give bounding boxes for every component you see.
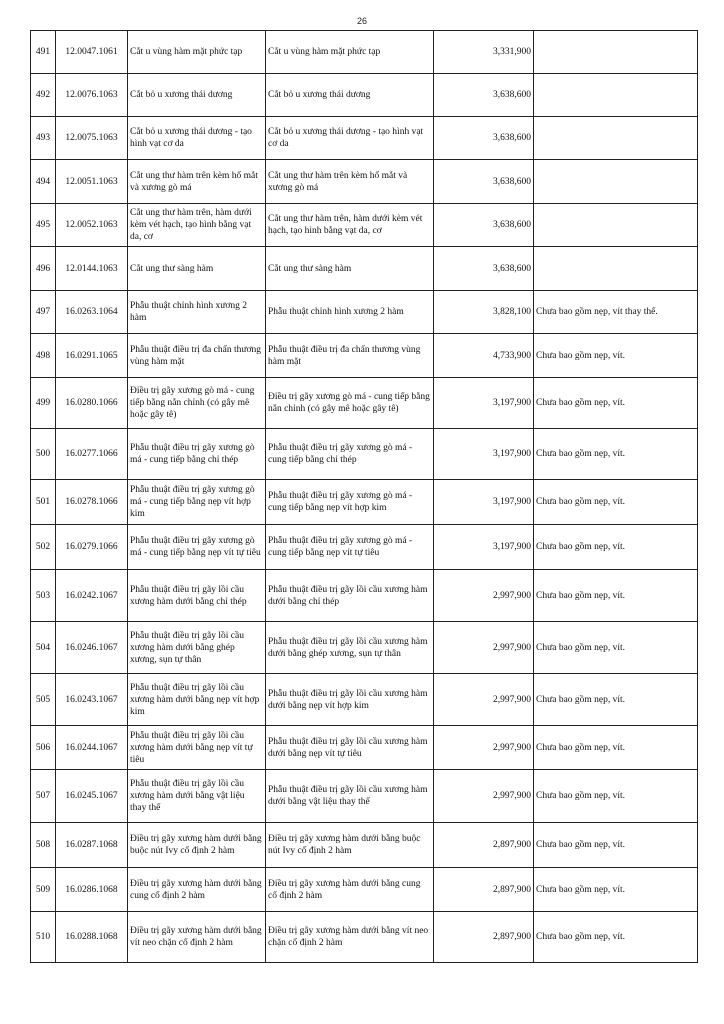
service-name: Điều trị gãy xương hàm dưới bằng cung cố định 2 hàm bbox=[128, 868, 266, 912]
service-name-equivalent: Phẫu thuật điều trị gãy xương gò má - cung tiếp bằng chỉ thép bbox=[266, 429, 434, 480]
service-name-equivalent: Phẫu thuật điều trị gãy lồi cầu xương hàm dưới bằng chỉ thép bbox=[266, 570, 434, 622]
service-price: 2,997,900 bbox=[434, 622, 534, 674]
service-name-equivalent: Điều trị gãy xương hàm dưới bằng vít neo chặn cố định 2 hàm bbox=[266, 912, 434, 963]
service-price: 2,897,900 bbox=[434, 823, 534, 868]
service-name: Phẫu thuật điều trị đa chấn thương vùng hàm mặt bbox=[128, 334, 266, 378]
table-row bbox=[31, 204, 698, 247]
row-number: 500 bbox=[31, 429, 56, 480]
table-row bbox=[31, 291, 698, 334]
service-note: Chưa bao gồm nẹp, vít. bbox=[534, 726, 698, 770]
service-note: Chưa bao gồm nẹp, vít. bbox=[534, 868, 698, 912]
service-name: Cắt ung thư hàm trên kèm hố mắt và xương gò má bbox=[128, 160, 266, 204]
table-row bbox=[31, 247, 698, 291]
service-name: Phẫu thuật điều trị gãy xương gò má - cung tiếp bằng nẹp vít hợp kim bbox=[128, 480, 266, 525]
service-name: Phẫu thuật điều trị gãy lồi cầu xương hàm dưới bằng chỉ thép bbox=[128, 570, 266, 622]
service-code: 16.0286.1068 bbox=[56, 868, 128, 912]
service-note bbox=[534, 247, 698, 291]
service-price: 3,638,600 bbox=[434, 204, 534, 247]
service-name: Phẫu thuật điều trị gãy lồi cầu xương hàm dưới bằng nẹp vít hợp kim bbox=[128, 674, 266, 726]
row-number: 493 bbox=[31, 117, 56, 160]
service-note bbox=[534, 204, 698, 247]
service-name-equivalent: Phẫu thuật chỉnh hình xương 2 hàm bbox=[266, 291, 434, 334]
service-name: Cắt ung thư sàng hàm bbox=[128, 247, 266, 291]
service-name: Cắt bỏ u xương thái dương bbox=[128, 74, 266, 117]
row-number: 510 bbox=[31, 912, 56, 963]
service-code: 12.0075.1063 bbox=[56, 117, 128, 160]
service-name-equivalent: Cắt u vùng hàm mặt phức tạp bbox=[266, 31, 434, 74]
service-name-equivalent: Phẫu thuật điều trị gãy lồi cầu xương hàm dưới bằng nẹp vít hợp kim bbox=[266, 674, 434, 726]
service-code: 16.0263.1064 bbox=[56, 291, 128, 334]
row-number: 492 bbox=[31, 74, 56, 117]
service-price: 3,331,900 bbox=[434, 31, 534, 74]
row-number: 509 bbox=[31, 868, 56, 912]
service-note bbox=[534, 74, 698, 117]
service-name: Phẫu thuật điều trị gãy lồi cầu xương hàm dưới bằng ghép xương, sụn tự thân bbox=[128, 622, 266, 674]
service-name: Phẫu thuật chỉnh hình xương 2 hàm bbox=[128, 291, 266, 334]
service-code: 16.0277.1066 bbox=[56, 429, 128, 480]
service-price: 2,997,900 bbox=[434, 770, 534, 823]
table-row bbox=[31, 429, 698, 480]
service-name-equivalent: Cắt ung thư hàm trên, hàm dưới kèm vét hạch, tạo hình bằng vạt da, cơ bbox=[266, 204, 434, 247]
service-price: 3,197,900 bbox=[434, 480, 534, 525]
row-number: 506 bbox=[31, 726, 56, 770]
service-name-equivalent: Phẫu thuật điều trị gãy lồi cầu xương hàm dưới bằng ghép xương, sụn tự thân bbox=[266, 622, 434, 674]
row-number: 498 bbox=[31, 334, 56, 378]
service-price: 2,897,900 bbox=[434, 868, 534, 912]
service-note: Chưa bao gồm nẹp, vít. bbox=[534, 912, 698, 963]
service-name-equivalent: Phẫu thuật điều trị gãy lồi cầu xương hàm dưới bằng vật liệu thay thế bbox=[266, 770, 434, 823]
row-number: 491 bbox=[31, 31, 56, 74]
service-note: Chưa bao gồm nẹp, vít. bbox=[534, 429, 698, 480]
service-code: 16.0246.1067 bbox=[56, 622, 128, 674]
service-price: 3,197,900 bbox=[434, 378, 534, 429]
table-row bbox=[31, 868, 698, 912]
page-number: 26 bbox=[356, 16, 367, 26]
table-row bbox=[31, 726, 698, 770]
service-price: 2,897,900 bbox=[434, 912, 534, 963]
service-name-equivalent: Điều trị gãy xương gò má - cung tiếp bằng nắn chỉnh (có gây mê hoặc gây tê) bbox=[266, 378, 434, 429]
service-name-equivalent: Phẫu thuật điều trị gãy xương gò má - cung tiếp bằng nẹp vít hợp kim bbox=[266, 480, 434, 525]
service-name-equivalent: Phẫu thuật điều trị gãy xương gò má - cung tiếp bằng nẹp vít tự tiêu bbox=[266, 525, 434, 570]
table-row bbox=[31, 770, 698, 823]
service-name-equivalent: Cắt bỏ u xương thái dương bbox=[266, 74, 434, 117]
service-price: 3,197,900 bbox=[434, 525, 534, 570]
service-price: 3,638,600 bbox=[434, 74, 534, 117]
table-body bbox=[31, 31, 698, 963]
service-note: Chưa bao gồm nẹp, vít. bbox=[534, 378, 698, 429]
service-code: 16.0278.1066 bbox=[56, 480, 128, 525]
table-row bbox=[31, 570, 698, 622]
table-row bbox=[31, 334, 698, 378]
service-note: Chưa bao gồm nẹp, vít. bbox=[534, 674, 698, 726]
service-code: 16.0242.1067 bbox=[56, 570, 128, 622]
service-name: Cắt u vùng hàm mặt phức tạp bbox=[128, 31, 266, 74]
service-code: 16.0287.1068 bbox=[56, 823, 128, 868]
table-row bbox=[31, 622, 698, 674]
service-note: Chưa bao gồm nẹp, vít. bbox=[534, 823, 698, 868]
row-number: 497 bbox=[31, 291, 56, 334]
service-name-equivalent: Cắt ung thư hàm trên kèm hố mắt và xương gò má bbox=[266, 160, 434, 204]
service-name: Điều trị gãy xương hàm dưới bằng buộc nút Ivy cố định 2 hàm bbox=[128, 823, 266, 868]
table-row bbox=[31, 480, 698, 525]
service-note: Chưa bao gồm nẹp, vít. bbox=[534, 570, 698, 622]
service-name: Phẫu thuật điều trị gãy lồi cầu xương hàm dưới bằng vật liệu thay thế bbox=[128, 770, 266, 823]
service-name: Phẫu thuật điều trị gãy lồi cầu xương hàm dưới bằng nẹp vít tự tiêu bbox=[128, 726, 266, 770]
table-row bbox=[31, 160, 698, 204]
service-name-equivalent: Cắt bỏ u xương thái dương - tạo hình vạt cơ da bbox=[266, 117, 434, 160]
table-row bbox=[31, 823, 698, 868]
service-note bbox=[534, 160, 698, 204]
service-note: Chưa bao gồm nẹp, vít. bbox=[534, 334, 698, 378]
table-row bbox=[31, 117, 698, 160]
service-price: 4,733,900 bbox=[434, 334, 534, 378]
table-row bbox=[31, 674, 698, 726]
service-note: Chưa bao gồm nẹp, vít. bbox=[534, 622, 698, 674]
table-row bbox=[31, 378, 698, 429]
price-table bbox=[30, 30, 698, 963]
service-name: Cắt ung thư hàm trên, hàm dưới kèm vét hạch, tạo hình bằng vạt da, cơ bbox=[128, 204, 266, 247]
service-code: 12.0052.1063 bbox=[56, 204, 128, 247]
service-note: Chưa bao gồm nẹp, vít. bbox=[534, 770, 698, 823]
service-note: Chưa bao gồm nẹp, vít. bbox=[534, 480, 698, 525]
row-number: 494 bbox=[31, 160, 56, 204]
row-number: 502 bbox=[31, 525, 56, 570]
service-code: 12.0144.1063 bbox=[56, 247, 128, 291]
service-price: 3,638,600 bbox=[434, 160, 534, 204]
service-name: Phẫu thuật điều trị gãy xương gò má - cung tiếp bằng chỉ thép bbox=[128, 429, 266, 480]
service-price: 3,828,100 bbox=[434, 291, 534, 334]
service-code: 16.0243.1067 bbox=[56, 674, 128, 726]
service-code: 16.0279.1066 bbox=[56, 525, 128, 570]
service-code: 16.0245.1067 bbox=[56, 770, 128, 823]
row-number: 496 bbox=[31, 247, 56, 291]
row-number: 499 bbox=[31, 378, 56, 429]
service-name-equivalent: Điều trị gãy xương hàm dưới bằng cung cố định 2 hàm bbox=[266, 868, 434, 912]
service-price: 3,638,600 bbox=[434, 247, 534, 291]
service-name: Điều trị gãy xương gò má - cung tiếp bằng nắn chỉnh (có gây mê hoặc gây tê) bbox=[128, 378, 266, 429]
table-row bbox=[31, 525, 698, 570]
service-code: 12.0051.1063 bbox=[56, 160, 128, 204]
service-name: Điều trị gãy xương hàm dưới bằng vít neo chặn cố định 2 hàm bbox=[128, 912, 266, 963]
service-name-equivalent: Phẫu thuật điều trị đa chấn thương vùng hàm mặt bbox=[266, 334, 434, 378]
service-code: 12.0076.1063 bbox=[56, 74, 128, 117]
service-name-equivalent: Điều trị gãy xương hàm dưới bằng buộc nút Ivy cố định 2 hàm bbox=[266, 823, 434, 868]
service-note bbox=[534, 117, 698, 160]
service-code: 12.0047.1061 bbox=[56, 31, 128, 74]
service-code: 16.0291.1065 bbox=[56, 334, 128, 378]
service-price: 3,197,900 bbox=[434, 429, 534, 480]
service-price: 3,638,600 bbox=[434, 117, 534, 160]
row-number: 503 bbox=[31, 570, 56, 622]
service-code: 16.0244.1067 bbox=[56, 726, 128, 770]
service-price: 2,997,900 bbox=[434, 570, 534, 622]
service-price: 2,997,900 bbox=[434, 726, 534, 770]
table-row bbox=[31, 31, 698, 74]
row-number: 505 bbox=[31, 674, 56, 726]
service-name: Phẫu thuật điều trị gãy xương gò má - cung tiếp bằng nẹp vít tự tiêu bbox=[128, 525, 266, 570]
row-number: 501 bbox=[31, 480, 56, 525]
service-name-equivalent: Cắt ung thư sàng hàm bbox=[266, 247, 434, 291]
table-row bbox=[31, 74, 698, 117]
table-row bbox=[31, 912, 698, 963]
service-note: Chưa bao gồm nẹp, vít thay thế. bbox=[534, 291, 698, 334]
service-note: Chưa bao gồm nẹp, vít. bbox=[534, 525, 698, 570]
row-number: 495 bbox=[31, 204, 56, 247]
service-price: 2,997,900 bbox=[434, 674, 534, 726]
row-number: 507 bbox=[31, 770, 56, 823]
service-code: 16.0288.1068 bbox=[56, 912, 128, 963]
row-number: 504 bbox=[31, 622, 56, 674]
service-code: 16.0280.1066 bbox=[56, 378, 128, 429]
row-number: 508 bbox=[31, 823, 56, 868]
service-name-equivalent: Phẫu thuật điều trị gãy lồi cầu xương hàm dưới bằng nẹp vít tự tiêu bbox=[266, 726, 434, 770]
service-note bbox=[534, 31, 698, 74]
service-name: Cắt bỏ u xương thái dương - tạo hình vạt cơ da bbox=[128, 117, 266, 160]
